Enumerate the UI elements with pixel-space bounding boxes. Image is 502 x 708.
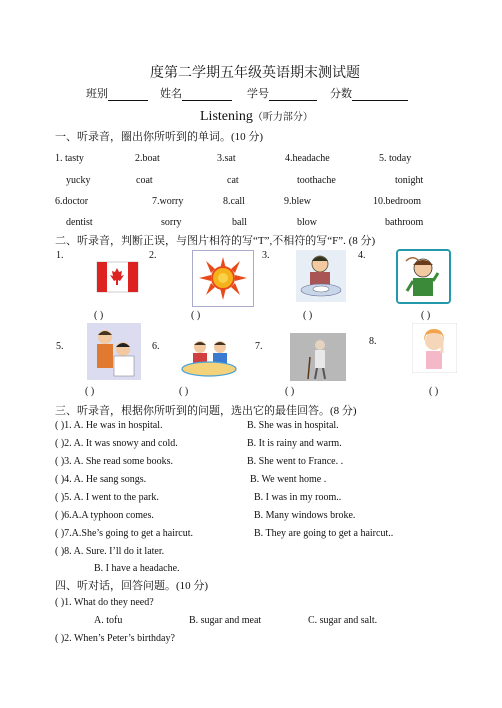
s1-word[interactable]: ball: [232, 217, 247, 228]
picture-number: 8.: [369, 336, 377, 347]
number-field: [247, 85, 317, 101]
s1-word[interactable]: sorry: [161, 217, 182, 228]
sun-picture: [192, 250, 254, 307]
listening-heading: [200, 107, 313, 125]
class-label: 班别: [86, 88, 108, 100]
s1-word[interactable]: 5. today: [379, 153, 412, 164]
class-blank[interactable]: [108, 89, 148, 101]
s1-word[interactable]: 8.call: [223, 196, 245, 207]
option-c[interactable]: C. sugar and salt.: [308, 615, 378, 626]
name-field: [160, 85, 232, 101]
answer-blank[interactable]: ( ): [94, 310, 104, 321]
girl-headache-picture: [412, 323, 457, 373]
question-option-b[interactable]: B. It is rainy and warm.: [247, 438, 342, 449]
question-option-b[interactable]: B. She went to France. .: [247, 456, 344, 467]
name-blank[interactable]: [182, 89, 232, 101]
s1-word[interactable]: 6.doctor: [55, 196, 89, 207]
picture-number: 6.: [152, 341, 160, 352]
answer-blank[interactable]: ( ): [421, 310, 431, 321]
boy-eating-picture: [296, 250, 346, 302]
s1-word[interactable]: yucky: [66, 175, 91, 186]
question-option-b[interactable]: B. She was in hospital.: [247, 420, 339, 431]
question-option-b[interactable]: B. Many windows broke.: [254, 510, 356, 521]
answer-blank[interactable]: ( ): [285, 386, 295, 397]
score-field: [330, 85, 408, 101]
question: ( )2. When’s Peter’s birthday?: [55, 633, 175, 644]
s1-word[interactable]: blow: [297, 217, 317, 228]
canada-flag-picture: [95, 256, 140, 298]
friends-at-table-picture: [180, 337, 238, 377]
section2-heading: 二、听录音，判断正误，与图片相符的写“T”,不相符的写“F”. (8 分): [55, 235, 376, 247]
question-option-b[interactable]: B. I have a headache.: [94, 563, 180, 574]
question-option-b[interactable]: B. I was in my room..: [254, 492, 342, 503]
s1-word[interactable]: cat: [227, 175, 239, 186]
answer-blank[interactable]: ( ): [179, 386, 189, 397]
s1-word[interactable]: tonight: [395, 175, 424, 186]
s1-word[interactable]: dentist: [66, 217, 93, 228]
s1-word[interactable]: 4.headache: [285, 153, 330, 164]
s1-word[interactable]: 3.sat: [217, 153, 236, 164]
s1-word[interactable]: bathroom: [385, 217, 424, 228]
answer-blank[interactable]: ( ): [429, 386, 439, 397]
question-option-a[interactable]: ( )7.A.She’s going to get a haircut.: [55, 528, 194, 539]
listening-subtitle: （听力部分）: [252, 112, 313, 123]
s1-word[interactable]: 7.worry: [152, 196, 184, 207]
picture-number: 4.: [358, 250, 366, 261]
option-a[interactable]: A. tofu: [94, 615, 123, 626]
question-option-b[interactable]: B. They are going to get a haircut..: [254, 528, 394, 539]
picture-number: 2.: [149, 250, 157, 261]
section1-heading: 一、听录音，圈出你所听到的单词。(10 分): [55, 131, 264, 143]
class-field: [86, 85, 148, 101]
option-b[interactable]: B. sugar and meat: [189, 615, 262, 626]
question-option-a[interactable]: ( )5. A. I went to the park.: [55, 492, 159, 503]
listening-title: Listening: [200, 109, 253, 124]
picture-number: 7.: [255, 341, 263, 352]
answer-blank[interactable]: ( ): [303, 310, 313, 321]
section4-heading: 四、听对话，回答问题。(10 分): [55, 580, 209, 592]
s1-word[interactable]: 1. tasty: [55, 153, 84, 164]
answer-blank[interactable]: ( ): [85, 386, 95, 397]
s1-word[interactable]: coat: [136, 175, 153, 186]
section3-heading: 三、听录音，根据你所听到的问题，选出它的最佳回答。(8 分): [55, 405, 357, 417]
question-option-a[interactable]: ( )3. A. She read some books.: [55, 456, 174, 467]
picture-number: 3.: [262, 250, 270, 261]
sick-boy-picture: [396, 249, 451, 304]
name-label: 姓名: [160, 88, 182, 100]
old-man-picture: [290, 333, 346, 381]
haircut-picture: [87, 323, 141, 380]
page-title: 度第二学期五年级英语期末测试题: [150, 66, 360, 81]
score-label: 分数: [330, 88, 352, 100]
question-option-a[interactable]: ( )2. A. It was snowy and cold.: [55, 438, 178, 449]
question-option-b[interactable]: B. We went home .: [250, 474, 327, 485]
question-option-a[interactable]: ( )8. A. Sure. I’ll do it later.: [55, 546, 165, 557]
number-blank[interactable]: [269, 89, 317, 101]
score-blank[interactable]: [352, 89, 408, 101]
s1-word[interactable]: toothache: [297, 175, 336, 186]
question-option-a[interactable]: ( )1. A. He was in hospital.: [55, 420, 163, 431]
picture-number: 5.: [56, 341, 64, 352]
question-option-a[interactable]: ( )6.A.A typhoon comes.: [55, 510, 154, 521]
answer-blank[interactable]: ( ): [191, 310, 201, 321]
question-option-a[interactable]: ( )4. A. He sang songs.: [55, 474, 147, 485]
s1-word[interactable]: 9.blew: [284, 196, 311, 207]
s1-word[interactable]: 10.bedroom: [373, 196, 422, 207]
question: ( )1. What do they need?: [55, 597, 154, 608]
picture-number: 1.: [56, 250, 64, 261]
number-label: 学号: [247, 88, 269, 100]
s1-word[interactable]: 2.boat: [135, 153, 160, 164]
